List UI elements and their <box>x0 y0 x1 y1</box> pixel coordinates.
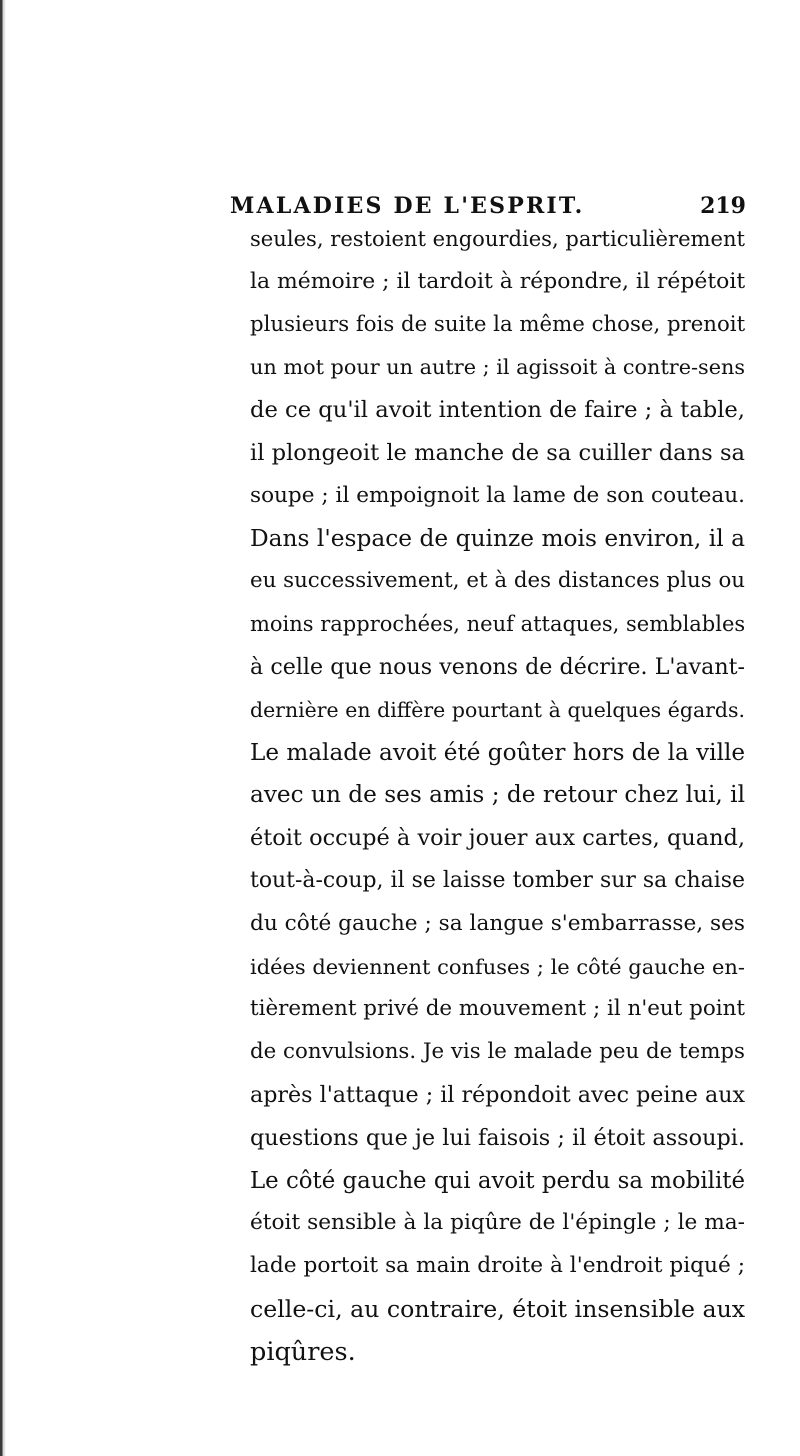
text-line: questions que je lui faisois ; il étoit assoupi. <box>250 1124 745 1151</box>
text-line: Le malade avoit été goûter hors de la ville <box>250 739 746 766</box>
text-line: un mot pour un autre ; il agissoit à contre-sens <box>250 355 746 380</box>
text-line: idées deviennent confuses ; le côté gauche en- <box>250 954 745 979</box>
text-line: Dans l'espace de quinze mois environ, il a <box>250 524 745 552</box>
text-line: la mémoire ; il tardoit à répondre, il répétoit <box>250 268 746 294</box>
page-number: 219 <box>700 193 746 219</box>
text-line: plusieurs fois de suite la même chose, prenoit <box>250 311 746 337</box>
text-line: après l'attaque ; il répondoit avec peine aux <box>250 1081 745 1108</box>
text-line: moins rapprochées, neuf attaques, semblables <box>250 612 746 637</box>
scan-binding-edge <box>0 0 6 1456</box>
text-line: dernière en diffère pourtant à quelques égards. <box>250 697 745 722</box>
body-text <box>250 218 745 1374</box>
text-line: à celle que nous venons de décrire. L'avant- <box>250 653 745 680</box>
text-line: avec un de ses amis ; de retour chez lui, il <box>250 781 745 809</box>
text-line: Le côté gauche qui avoit perdu sa mobilité <box>250 1167 745 1194</box>
text-line: tièrement privé de mouvement ; il n'eut point <box>250 996 745 1022</box>
text-line: soupe ; il empoignoit la lame de son couteau. <box>250 482 745 508</box>
text-line: il plongeoit le manche de sa cuiller dans sa <box>250 439 745 466</box>
text-line: tout-à-coup, il se laisse tomber sur sa chaise <box>250 867 745 893</box>
text-line: étoit sensible à la piqûre de l'épingle ; le ma- <box>250 1210 745 1236</box>
text-line: piqûres. <box>250 1336 356 1367</box>
text-line: de ce qu'il avoit intention de faire ; à table, <box>250 397 745 424</box>
text-line: eu successivement, et à des distances plus ou <box>250 568 745 594</box>
running-head <box>230 193 746 221</box>
text-line: seules, restoient engourdies, particulièrement <box>250 226 745 251</box>
running-title: MALADIES DE L'ESPRIT. <box>230 193 585 219</box>
text-line: celle-ci, au contraire, étoit insensible aux <box>250 1294 746 1323</box>
text-line: lade portoit sa main droite à l'endroit piqué ; <box>250 1253 745 1279</box>
text-line: étoit occupé à voir jouer aux cartes, quand, <box>250 825 745 852</box>
text-line: de convulsions. Je vis le malade peu de temps <box>250 1039 745 1065</box>
text-line: du côté gauche ; sa langue s'embarrasse, ses <box>250 910 745 936</box>
